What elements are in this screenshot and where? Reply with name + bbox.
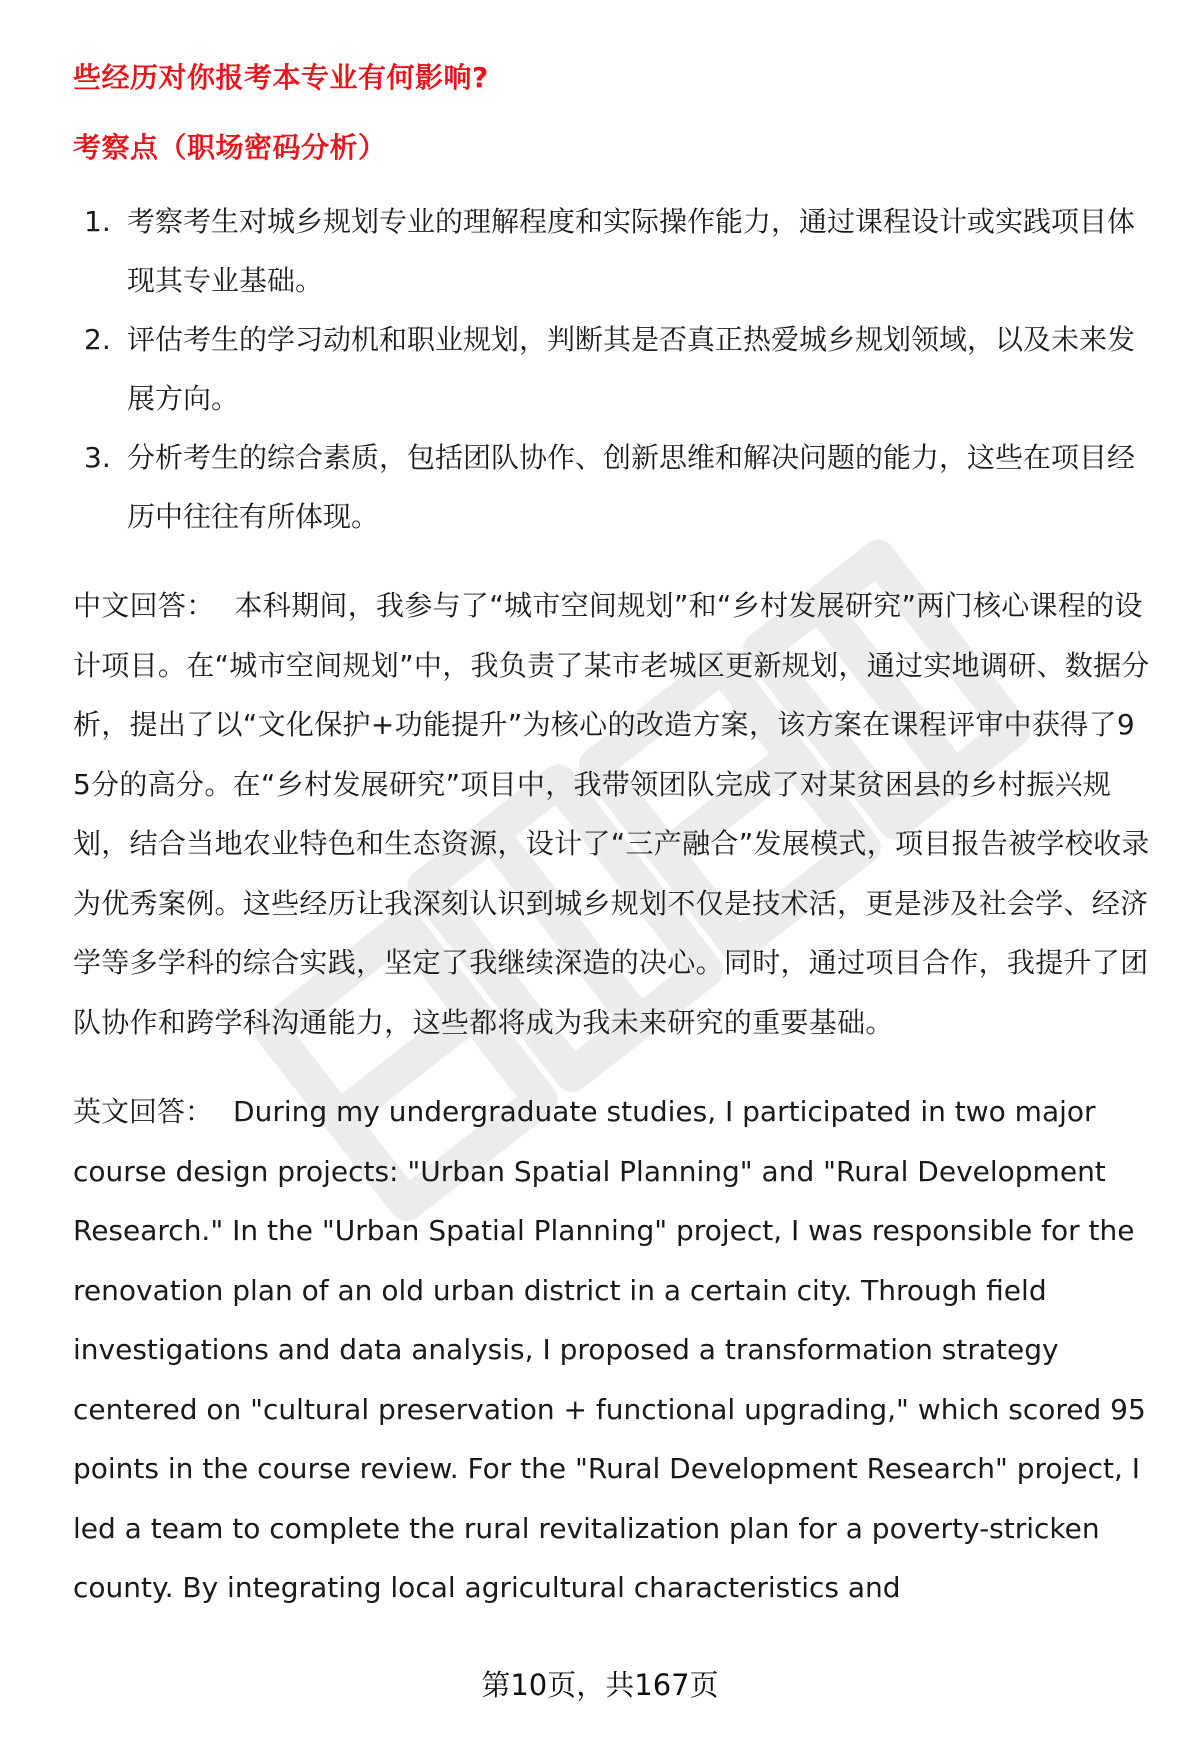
- chinese-answer-text: 本科期间，我参与了“城市空间规划”和“乡村发展研究”两门核心课程的设计项目。在“城市空间规划”中，我负责了某市老城区更新规划，通过实地调研、数据分析，提出了以“文化保护+功能提升”为核心的改造方案，该方案在课程评审中获得了95分的高分。在“乡村发展研究”项目中，我带领团队完成了对某贫困县的乡村振兴规划，结合当地农业特色和生态资源，设计了“三产融合”发展模式，项目报告被学校收录为优秀案例。这些经历让我深刻认识到城乡规划不仅是技术活，更是涉及社会学、经济学等多学科的综合实践，坚定了我继续深造的决心。同时，通过项目合作，我提升了团队协作和跨学科沟通能力，这些都将成为我未来研究的重要基础。: [73, 589, 1150, 1039]
- question-heading-tail: 些经历对你报考本专业有何影响?: [73, 61, 489, 94]
- list-number: 1.: [84, 205, 111, 238]
- exam-points-heading: 考察点（职场密码分析）: [73, 131, 387, 164]
- main-content: [73, 58, 1153, 1618]
- list-number: 3.: [84, 441, 111, 474]
- exam-point-text: 评估考生的学习动机和职业规划，判断其是否真正热爱城乡规划领域，以及未来发展方向。: [127, 323, 1136, 415]
- english-answer: [73, 1082, 1153, 1618]
- chinese-answer-label: 中文回答：: [73, 589, 215, 622]
- list-number: 2.: [84, 323, 111, 356]
- english-answer-label: 英文回答：: [73, 1095, 214, 1128]
- page-footer: 第10页，共167页: [481, 1668, 719, 1702]
- exam-point-item: [73, 428, 1153, 546]
- exam-point-item: [73, 192, 1153, 310]
- exam-point-text: 考察考生对城乡规划专业的理解程度和实际操作能力，通过课程设计或实践项目体现其专业基础。: [127, 205, 1136, 297]
- chinese-answer: [73, 576, 1153, 1052]
- exam-points-list: [73, 192, 1153, 546]
- exam-point-text: 分析考生的综合素质，包括团队协作、创新思维和解决问题的能力，这些在项目经历中往往有所体现。: [127, 441, 1136, 533]
- exam-point-item: [73, 310, 1153, 428]
- english-answer-text: During my undergraduate studies, I participated in two major course design projects: "Urban Spatial Planning" and "Rural Development Research." In the "Urban Spatial Planning" project, I was responsible for the renovation plan of an old urban district in a certain city. Through field investigations and data analysis, I proposed a transformation strategy centered on "cultural preservation + functional upgrading," which scored 95 points in the course review. For the "Rural Development Research" project, I led a team to complete the rural revitalization plan for a poverty-stricken county. By integrating local agricultural characteristics and: [73, 1095, 1146, 1604]
